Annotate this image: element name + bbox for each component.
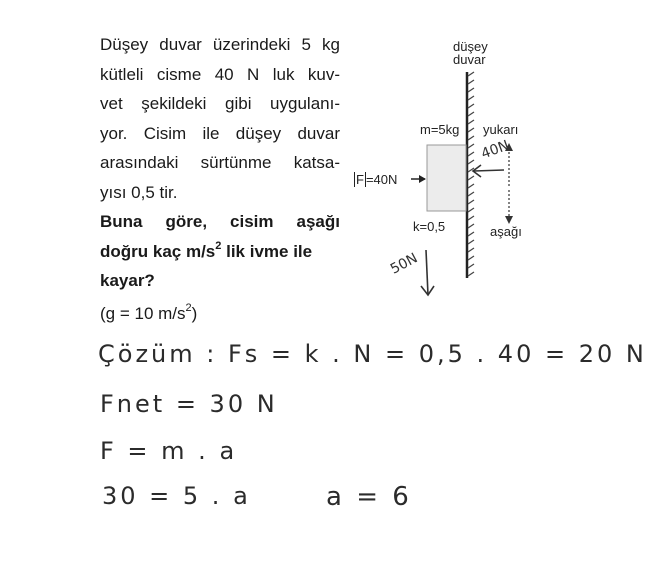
problem-line-1: Düşey duvar üzerindeki 5 kg: [100, 35, 340, 54]
handwritten-normal-force: 40N: [479, 137, 512, 163]
solution-line-2: Fnet = 30 N: [100, 390, 278, 418]
diagram-drawing: [340, 30, 570, 300]
handwritten-solution: [98, 330, 647, 560]
given-gravity: (g = 10 $m/s^2$): [100, 301, 198, 323]
problem-line-6: yısı 0,5 tir.: [100, 182, 178, 202]
wall-hatching: [468, 72, 474, 276]
problem-text: [100, 30, 340, 328]
friction-label: k=0,5: [413, 219, 446, 234]
solution-answer: a = 6: [326, 482, 412, 512]
question-line-3: kayar?: [100, 271, 155, 290]
problem-line-3: vet şekildeki gibi uygulanı-: [100, 94, 340, 113]
physics-diagram: [340, 30, 570, 300]
up-label: yukarı: [483, 122, 519, 137]
solution-line-1: Çözüm : Fs = k . N = 0,5 . 40 = 20 N: [98, 340, 647, 368]
normal-force-arrow: [474, 170, 504, 171]
wall-label-1: düşey: [453, 39, 488, 54]
down-label: aşağı: [490, 224, 522, 239]
solution-line-4: 30 = 5 . a: [102, 482, 251, 510]
mass-block: [427, 145, 466, 211]
wall-label-2: duvar: [453, 52, 486, 67]
weight-arrow: [426, 250, 428, 295]
force-label: F =40N: [356, 172, 398, 187]
mass-label: m=5kg: [420, 122, 460, 137]
handwritten-weight: 50N: [387, 250, 421, 278]
force-arrow-head: [419, 175, 426, 183]
question-line-2: doğru kaç $m/s^2$ lik ivme ile: [100, 239, 313, 261]
problem-line-5: arasındaki sürtünme katsa-: [100, 153, 340, 172]
solution-line-3: F = m . a: [100, 437, 238, 465]
problem-line-2: kütleli cisme 40 N luk kuv-: [100, 64, 340, 84]
problem-line-4: yor. Cisim ile düşey duvar: [100, 123, 340, 143]
question-line-1: Buna göre, cisim aşağı: [100, 212, 340, 231]
